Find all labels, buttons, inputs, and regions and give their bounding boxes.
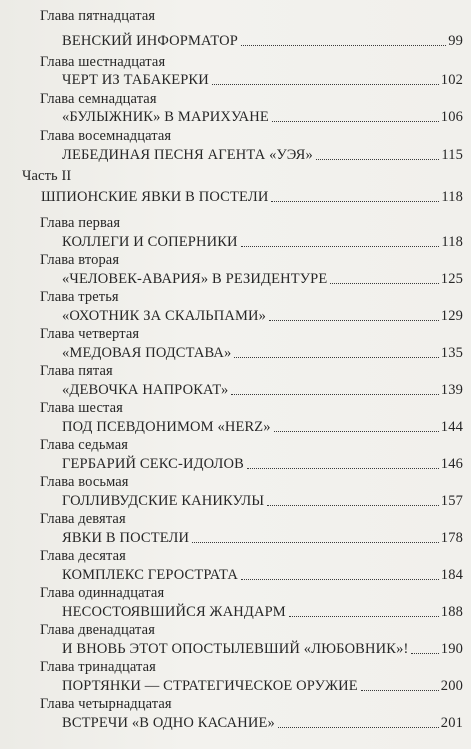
chapter-title: «МЕДОВАЯ ПОДСТАВА» — [62, 345, 232, 361]
page-number: 178 — [440, 530, 463, 546]
chapter-label: Глава девятая — [40, 511, 126, 527]
dot-leader — [361, 690, 439, 691]
chapter-label: Глава четырнадцатая — [40, 696, 172, 712]
toc-entry — [62, 271, 463, 287]
chapter-label: Глава пятнадцатая — [40, 8, 156, 24]
page-number: 139 — [440, 382, 463, 398]
chapter-label: Глава восемнадцатая — [40, 128, 172, 144]
dot-leader — [212, 84, 439, 85]
chapter-title: «ДЕВОЧКА НАПРОКАТ» — [62, 382, 229, 398]
dot-leader — [271, 201, 439, 202]
chapter-label: Глава тринадцатая — [40, 659, 156, 675]
toc-entry-part — [41, 189, 463, 205]
page-number: 106 — [440, 109, 463, 125]
chapter-title: ЧЕРТ ИЗ ТАБАКЕРКИ — [62, 72, 209, 88]
chapter-title: «ЧЕЛОВЕК-АВАРИЯ» В РЕЗИДЕНТУРЕ — [62, 271, 328, 287]
toc-entry — [62, 678, 463, 694]
toc-entry — [62, 493, 463, 509]
chapter-label: Глава третья — [40, 289, 119, 305]
chapter-label: Глава семнадцатая — [40, 91, 157, 107]
chapter-title: НЕСОСТОЯВШИЙСЯ ЖАНДАРМ — [62, 604, 286, 620]
chapter-title: ПОРТЯНКИ — СТРАТЕГИЧЕСКОЕ ОРУЖИЕ — [62, 678, 358, 694]
chapter-label: Глава десятая — [40, 548, 126, 564]
page-number: 135 — [440, 345, 463, 361]
page-number: 201 — [440, 715, 463, 731]
chapter-label: Глава шестнадцатая — [40, 54, 166, 70]
chapter-title: КОЛЛЕГИ И СОПЕРНИКИ — [62, 234, 238, 250]
page-number: 188 — [440, 604, 463, 620]
page-number: 118 — [441, 189, 463, 205]
dot-leader — [267, 505, 439, 506]
chapter-title: ЛЕБЕДИНАЯ ПЕСНЯ АГЕНТА «УЭЯ» — [62, 147, 313, 163]
toc-entry — [62, 715, 463, 731]
toc-entry — [62, 382, 463, 398]
chapter-title: ВЕНСКИЙ ИНФОРМАТОР — [62, 33, 239, 49]
page-number: 102 — [440, 72, 463, 88]
toc-entry — [62, 456, 463, 472]
page-number: 157 — [440, 493, 463, 509]
toc-entry — [62, 234, 463, 250]
dot-leader — [278, 727, 439, 728]
chapter-title: И ВНОВЬ ЭТОТ ОПОСТЫЛЕВШИЙ «ЛЮБОВНИК»! — [62, 641, 409, 657]
toc-entry — [62, 147, 463, 163]
part-title: ШПИОНСКИЕ ЯВКИ В ПОСТЕЛИ — [41, 189, 269, 205]
chapter-title: ГЕРБАРИЙ СЕКС-ИДОЛОВ — [62, 456, 244, 472]
page-number: 118 — [441, 234, 463, 250]
page-number: 115 — [441, 147, 463, 163]
page-number: 125 — [440, 271, 463, 287]
page-number: 184 — [440, 567, 463, 583]
chapter-label: Глава восьмая — [40, 474, 129, 490]
dot-leader — [241, 579, 439, 580]
dot-leader — [241, 246, 440, 247]
chapter-title: КОМПЛЕКС ГЕРОСТРАТА — [62, 567, 238, 583]
chapter-label: Глава первая — [40, 215, 121, 231]
toc-entry — [62, 33, 463, 49]
chapter-label: Глава вторая — [40, 252, 120, 268]
dot-leader — [241, 45, 446, 46]
chapter-label: Глава двенадцатая — [40, 622, 155, 638]
chapter-label: Глава четвертая — [40, 326, 140, 342]
page-number: 144 — [440, 419, 463, 435]
chapter-title: ВСТРЕЧИ «В ОДНО КАСАНИЕ» — [62, 715, 275, 731]
chapter-title: ЯВКИ В ПОСТЕЛИ — [62, 530, 190, 546]
dot-leader — [411, 653, 438, 654]
chapter-title: ГОЛЛИВУДСКИЕ КАНИКУЛЫ — [62, 493, 265, 509]
dot-leader — [192, 542, 439, 543]
toc-entry — [62, 345, 463, 361]
toc-entry — [62, 109, 463, 125]
page-number: 190 — [440, 641, 463, 657]
dot-leader — [316, 159, 439, 160]
toc-entry — [62, 530, 463, 546]
part-label: Часть II — [22, 168, 72, 184]
chapter-title: «ОХОТНИК ЗА СКАЛЬПАМИ» — [62, 308, 267, 324]
page-number: 99 — [448, 33, 463, 49]
dot-leader — [274, 431, 439, 432]
chapter-title: ПОД ПСЕВДОНИМОМ «HERZ» — [62, 419, 271, 435]
dot-leader — [330, 283, 438, 284]
dot-leader — [234, 357, 438, 358]
dot-leader — [231, 394, 438, 395]
chapter-label: Глава шестая — [40, 400, 123, 416]
toc-entry — [62, 419, 463, 435]
dot-leader — [289, 616, 439, 617]
toc-entry — [62, 308, 463, 324]
chapter-label: Глава одиннадцатая — [40, 585, 165, 601]
toc-entry — [62, 72, 463, 88]
page-number: 200 — [440, 678, 463, 694]
dot-leader — [272, 121, 439, 122]
chapter-label: Глава седьмая — [40, 437, 129, 453]
dot-leader — [269, 320, 439, 321]
toc-entry — [62, 641, 463, 657]
page-number: 146 — [440, 456, 463, 472]
toc-entry — [62, 604, 463, 620]
chapter-title: «БУЛЫЖНИК» В МАРИХУАНЕ — [62, 109, 269, 125]
chapter-label: Глава пятая — [40, 363, 113, 379]
toc-entry — [62, 567, 463, 583]
page-number: 129 — [440, 308, 463, 324]
dot-leader — [247, 468, 439, 469]
